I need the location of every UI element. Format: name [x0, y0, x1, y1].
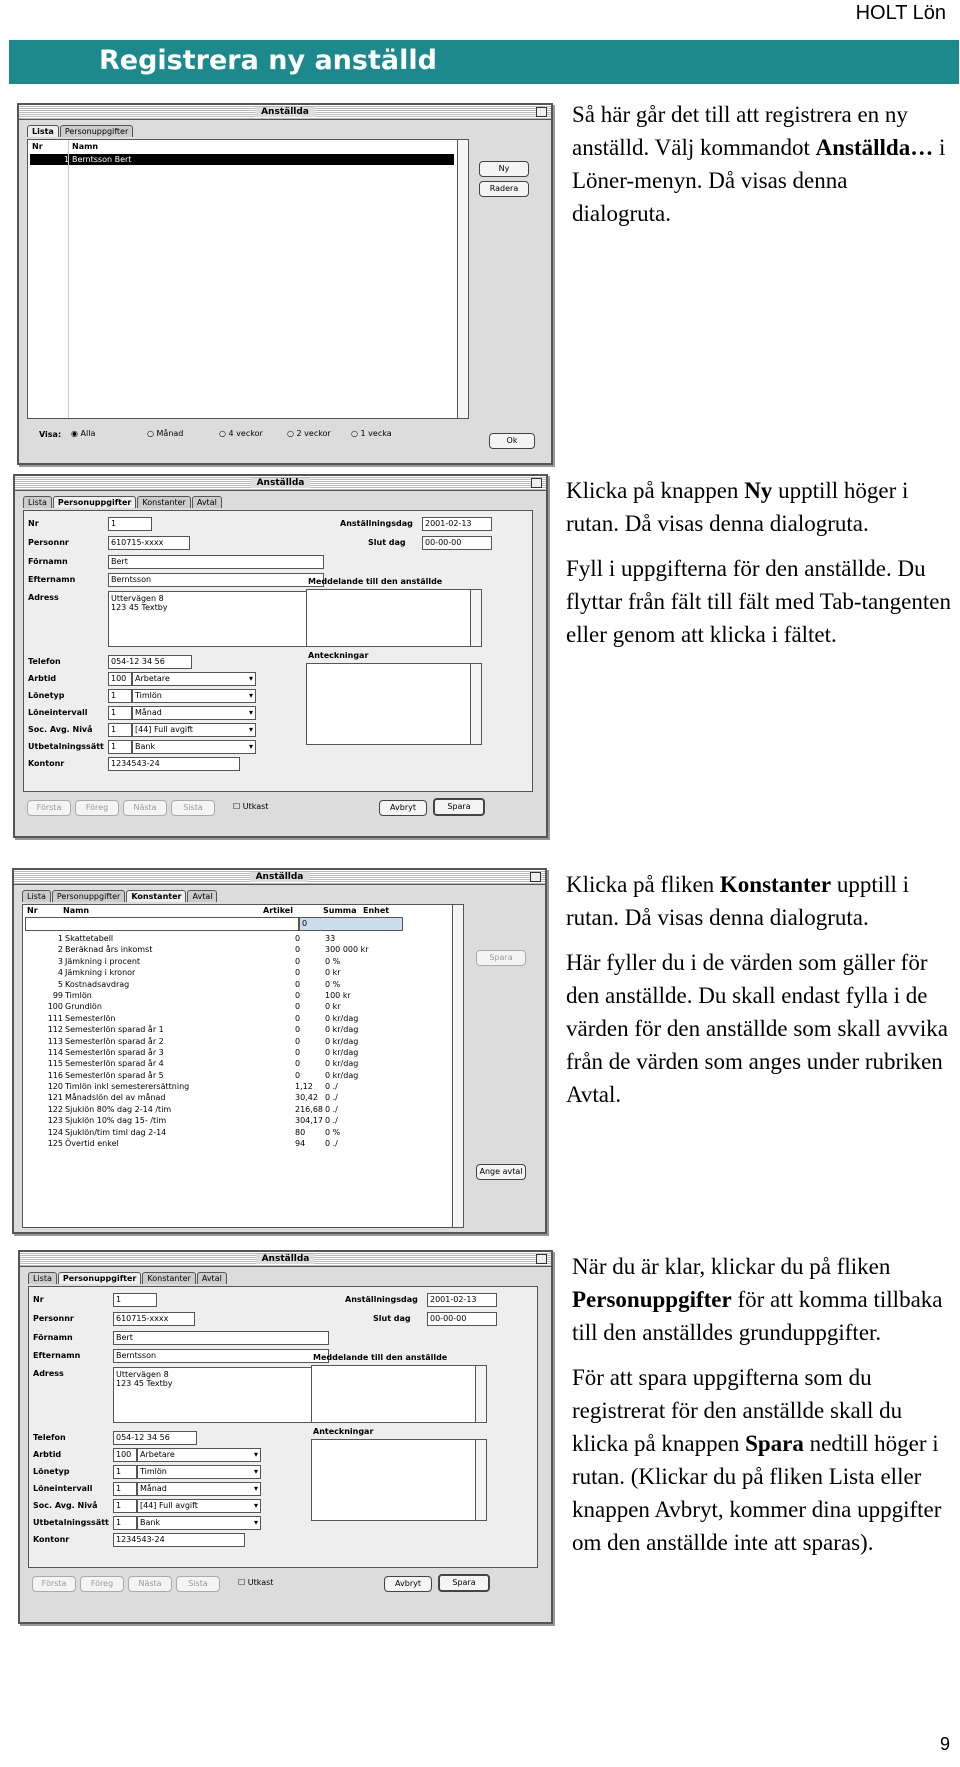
anteckningar-field[interactable]	[306, 663, 482, 745]
tab-lista[interactable]: Lista	[27, 125, 59, 137]
table-row[interactable]	[25, 1104, 449, 1115]
table-row[interactable]	[25, 956, 449, 967]
table-row[interactable]	[25, 1001, 449, 1012]
row-summa: 0 kr/dag	[325, 1047, 359, 1057]
col-name: Namn	[72, 142, 99, 151]
paragraph-2: Klicka på knappen Ny upptill höger i rutan. Då visas denna dialogruta. Fyll i uppgifterna för den anställde. Du flyttar från fält till fält med Tab-tangenten eller genom att klicka i fältet.	[566, 474, 956, 663]
tab-personuppgifter[interactable]: Personuppgifter	[60, 125, 133, 137]
lonetyp-code[interactable]: 1	[108, 689, 132, 703]
row-name: Semesterlön sparad år 5	[65, 1070, 164, 1080]
slut-dag-field[interactable]: 00-00-00	[427, 1312, 497, 1326]
ok-button[interactable]: Ok	[489, 433, 535, 449]
label-meddelande: Meddelande till den anställde	[313, 1353, 448, 1362]
row-nr: 99	[52, 990, 63, 1000]
table-row[interactable]	[25, 1058, 449, 1069]
row-name: Semesterlön sparad år 2	[65, 1036, 164, 1046]
anst-dag-field[interactable]: 2001-02-13	[427, 1293, 497, 1307]
row-artikel: 1,12	[295, 1082, 313, 1092]
first-button[interactable]: Första	[27, 800, 71, 816]
meddelande-field[interactable]	[311, 1365, 487, 1423]
row-artikel: 216,68	[295, 1104, 323, 1114]
label-slut-dag: Slut dag	[373, 1314, 411, 1323]
loneintervall-code[interactable]: 1	[113, 1482, 137, 1496]
personnr-field[interactable]: 610715-xxxx	[108, 536, 190, 550]
row-artikel: 0	[295, 1059, 301, 1069]
table-row[interactable]	[25, 1013, 449, 1024]
prev-button[interactable]: Föreg	[80, 1576, 124, 1592]
tab-avtal[interactable]: Avtal	[187, 890, 217, 902]
efternamn-field[interactable]: Berntsson	[113, 1349, 329, 1363]
filter-1-vecka[interactable]: ○ 1 vecka	[351, 429, 392, 438]
row-name: Semesterlön sparad år 3	[65, 1047, 164, 1057]
label-kontonr: Kontonr	[33, 1535, 70, 1544]
label-anst-dag: Anställningsdag	[340, 519, 413, 528]
row-summa: 0 kr	[325, 968, 341, 978]
tab-personuppgifter[interactable]: Personuppgifter	[52, 890, 125, 902]
paragraph-3: Fyll i uppgifterna för den anställde. Du flyttar från fält till fält med Tab-tangenten eller genom att klicka i fältet.	[566, 556, 951, 647]
label-slut-dag: Slut dag	[368, 538, 406, 547]
utbet-select[interactable]: Bank ▾	[137, 1516, 261, 1530]
table-row[interactable]	[25, 1127, 449, 1138]
row-nr: 116	[47, 1070, 63, 1080]
label-loneintervall: Löneintervall	[33, 1484, 93, 1493]
label-efternamn: Efternamn	[28, 575, 76, 584]
loneintervall-code[interactable]: 1	[108, 706, 132, 720]
row-nr: 120	[47, 1082, 63, 1092]
label-utbetalningssatt: Utbetalningssätt	[33, 1518, 109, 1527]
table-row[interactable]	[25, 1138, 449, 1149]
first-button[interactable]: Första	[32, 1576, 76, 1592]
soc-code[interactable]: 1	[113, 1499, 137, 1513]
table-row[interactable]	[25, 1047, 449, 1058]
row-artikel: 0	[295, 1047, 301, 1057]
dialog-konstanter	[12, 868, 547, 1234]
konstanter-panel	[22, 904, 464, 1228]
filter-alla[interactable]: ◉ Alla	[71, 429, 96, 438]
row-nr: 3	[57, 956, 63, 966]
row-name: Jämkning i kronor	[65, 968, 136, 978]
table-row[interactable]	[25, 1070, 449, 1081]
label-kontonr: Kontonr	[28, 759, 65, 768]
arbtid-code[interactable]: 100	[108, 672, 132, 686]
kontonr-field[interactable]: 1234543-24	[108, 757, 240, 771]
row-artikel: 304,17	[295, 1116, 323, 1126]
lonetyp-select[interactable]: Timlön ▾	[132, 689, 256, 703]
label-arbtid: Arbtid	[28, 674, 57, 683]
label-nr: Nr	[28, 519, 39, 528]
dialog-title: Anställda	[250, 872, 310, 882]
label-adress: Adress	[33, 1369, 64, 1378]
row-summa: 300 000 kr	[325, 945, 369, 955]
last-button[interactable]: Sista	[176, 1576, 220, 1592]
row-artikel: 30,42	[295, 1093, 318, 1103]
row-summa: 0 %	[325, 979, 341, 989]
cancel-button[interactable]: Avbryt	[379, 800, 427, 816]
header-brand: HOLT Lön	[855, 2, 946, 24]
dialog-title: Anställda	[255, 107, 315, 117]
tab-lista[interactable]: Lista	[23, 496, 52, 508]
fornamn-field[interactable]: Bert	[113, 1331, 329, 1345]
lonetyp-select[interactable]: Timlön ▾	[137, 1465, 261, 1479]
dialog-title: Anställda	[251, 478, 311, 488]
anteckningar-field[interactable]	[311, 1439, 487, 1521]
scrollbar[interactable]	[475, 1366, 486, 1422]
last-button[interactable]: Sista	[171, 800, 215, 816]
fornamn-field[interactable]: Bert	[108, 555, 324, 569]
filter-manad[interactable]: ○ Månad	[147, 429, 184, 438]
row-name: Semesterlön sparad år 4	[65, 1059, 164, 1069]
paragraph-1: Så här går det till att registrera en ny anställd. Välj kommandot Anställda… i Löner-menyn. Då visas denna dialogruta.	[572, 102, 946, 226]
next-button[interactable]: Nästa	[128, 1576, 172, 1592]
row-nr: 114	[47, 1047, 63, 1057]
draft-checkbox[interactable]: ☐ Utkast	[233, 802, 269, 811]
row-nr: 1	[57, 934, 63, 943]
nr-field[interactable]: 1	[108, 517, 152, 531]
row-summa: 0 %	[325, 956, 341, 966]
col-artikel: Artikel	[263, 906, 293, 915]
row-name: Berntsson Bert	[72, 155, 132, 164]
label-soc-avg: Soc. Avg. Nivå	[33, 1501, 98, 1510]
dialog-personuppgifter	[13, 474, 548, 838]
row-summa: 0 ./	[325, 1139, 338, 1149]
label-meddelande: Meddelande till den anställde	[308, 577, 443, 586]
save-button[interactable]: Spara	[476, 950, 526, 966]
title-bar	[9, 40, 959, 84]
arbtid-select[interactable]: Arbetare ▾	[132, 672, 256, 686]
row-artikel: 0	[295, 990, 301, 1000]
page-number: 9	[939, 1734, 950, 1754]
label-adress: Adress	[28, 593, 59, 602]
efternamn-field[interactable]: Berntsson	[108, 573, 324, 587]
label-anteckningar: Anteckningar	[313, 1427, 374, 1436]
adress-field[interactable]: Uttervägen 8 123 45 Textby	[113, 1367, 327, 1423]
avtal-button[interactable]: Ange avtal	[476, 1164, 526, 1180]
paragraph-6: När du är klar, klickar du på fliken Personuppgifter för att komma tillbaka till den anställdes grunduppgifter. För att spara uppgifterna som du registrerat för den anställde skall du klicka på knappen Spara nedtill höger i rutan. (Klickar du på fliken Lista eller knappen Avbryt, kommer dina uppgifter om den anställde inte att sparas).	[572, 1254, 943, 1555]
row-artikel: 0	[295, 1013, 301, 1023]
tab-konstanter[interactable]: Konstanter	[126, 890, 186, 902]
scrollbar[interactable]	[457, 140, 468, 418]
label-telefon: Telefon	[33, 1433, 66, 1442]
meddelande-field[interactable]	[306, 589, 482, 647]
row-name: Sjuklön 80% dag 2-14 /tim	[65, 1104, 172, 1114]
row-artikel: 0	[295, 956, 301, 966]
tab-lista[interactable]: Lista	[28, 1272, 57, 1284]
nr-field[interactable]: 1	[113, 1293, 157, 1307]
label-loneintervall: Löneintervall	[28, 708, 88, 717]
utbet-select[interactable]: Bank ▾	[132, 740, 256, 754]
telefon-field[interactable]: 054-12 34 56	[108, 655, 192, 669]
list-panel	[27, 139, 469, 419]
telefon-field[interactable]: 054-12 34 56	[113, 1431, 197, 1445]
konst-value-input[interactable]: 0	[299, 917, 403, 931]
lonetyp-code[interactable]: 1	[113, 1465, 137, 1479]
row-summa: 0 ./	[325, 1116, 338, 1126]
tab-personuppgifter[interactable]: Personuppgifter	[53, 496, 136, 508]
row-nr: 121	[47, 1093, 63, 1103]
row-artikel: 0	[295, 1070, 301, 1080]
row-name: Grundlön	[65, 1002, 102, 1012]
table-row[interactable]	[25, 967, 449, 978]
row-summa: 0 ./	[325, 1082, 338, 1092]
table-row[interactable]	[25, 990, 449, 1001]
label-nr: Nr	[33, 1295, 44, 1304]
scrollbar[interactable]	[470, 664, 481, 744]
paragraph-5: Här fyller du i de värden som gäller för den anställde. Du skall endast fylla i de värden för den anställde som skall avvika från de värden som anges under rubriken Avtal.	[566, 950, 948, 1107]
dialog-title: Anställda	[256, 1254, 316, 1264]
col-summa: Summa	[323, 906, 357, 915]
arbtid-select[interactable]: Arbetare ▾	[137, 1448, 261, 1462]
label-arbtid: Arbtid	[33, 1450, 62, 1459]
delete-button[interactable]: Radera	[479, 181, 529, 197]
page-title: Registrera ny anställd	[99, 45, 437, 76]
new-button[interactable]: Ny	[479, 161, 529, 177]
arbtid-code[interactable]: 100	[113, 1448, 137, 1462]
person-panel	[28, 1286, 538, 1568]
label-fornamn: Förnamn	[33, 1333, 73, 1342]
row-nr: 4	[57, 968, 63, 978]
row-artikel: 0	[295, 945, 301, 955]
table-row[interactable]	[25, 979, 449, 990]
col-nr: Nr	[32, 142, 43, 151]
tab-avtal[interactable]: Avtal	[197, 1272, 227, 1284]
table-row[interactable]	[25, 944, 449, 955]
row-name: Sjuklön 10% dag 15- /tim	[65, 1116, 167, 1126]
scrollbar[interactable]	[470, 590, 481, 646]
row-summa: 100 kr	[325, 990, 351, 1000]
save-button[interactable]: Spara	[433, 798, 485, 816]
label-fornamn: Förnamn	[28, 557, 68, 566]
utbet-code[interactable]: 1	[108, 740, 132, 754]
label-anst-dag: Anställningsdag	[345, 1295, 418, 1304]
row-nr: 111	[47, 1013, 63, 1023]
scrollbar[interactable]	[475, 1440, 486, 1520]
row-artikel: 80	[295, 1127, 306, 1137]
row-summa: 0 kr/dag	[325, 1025, 359, 1035]
utbet-code[interactable]: 1	[113, 1516, 137, 1530]
zoom-box-icon[interactable]	[536, 107, 547, 117]
row-name: Övertid enkel	[65, 1139, 119, 1149]
cancel-button[interactable]: Avbryt	[384, 1576, 432, 1592]
row-summa: 0 kr/dag	[325, 1070, 359, 1080]
label-personnr: Personnr	[33, 1314, 74, 1323]
row-name: Jämkning i procent	[65, 956, 141, 966]
row-summa: 0 kr/dag	[325, 1013, 359, 1023]
dialog-personuppgifter-2	[18, 1250, 553, 1624]
row-nr: 122	[47, 1104, 63, 1114]
row-name: Kostnadsavdrag	[65, 979, 130, 989]
paragraph-4: Klicka på fliken Konstanter upptill i rutan. Då visas denna dialogruta. Här fyller du i de värden som gäller för den anställde. Du skall endast fylla i de värden för den anställde som skall avvika från de värden som anges under rubriken Avtal.	[566, 868, 956, 1123]
row-summa: 33	[325, 934, 336, 943]
col-enhet: Enhet	[363, 906, 390, 915]
row-nr: 113	[47, 1036, 63, 1046]
label-soc-avg: Soc. Avg. Nivå	[28, 725, 93, 734]
person-panel	[23, 510, 533, 792]
table-row[interactable]	[25, 1115, 449, 1126]
col-name: Namn	[63, 906, 90, 915]
label-lonetyp: Lönetyp	[28, 691, 65, 700]
row-artikel: 0	[295, 1025, 301, 1035]
label-telefon: Telefon	[28, 657, 61, 666]
save-button[interactable]: Spara	[438, 1574, 490, 1592]
slut-dag-field[interactable]: 00-00-00	[422, 536, 492, 550]
row-nr: 124	[47, 1127, 63, 1137]
col-nr: Nr	[27, 906, 38, 915]
konst-name-field[interactable]	[25, 917, 299, 931]
soc-code[interactable]: 1	[108, 723, 132, 737]
table-row[interactable]	[25, 1081, 449, 1092]
filter-2-veckor[interactable]: ○ 2 veckor	[287, 429, 331, 438]
anst-dag-field[interactable]: 2001-02-13	[422, 517, 492, 531]
row-name: Månadslön del av månad	[65, 1093, 166, 1103]
scrollbar[interactable]	[452, 905, 463, 1227]
row-name: Beräknad års inkomst	[65, 945, 153, 955]
row-summa: 0 kr/dag	[325, 1036, 359, 1046]
prev-button[interactable]: Föreg	[75, 800, 119, 816]
kontonr-field[interactable]: 1234543-24	[113, 1533, 245, 1547]
soc-select[interactable]: [44] Full avgift ▾	[137, 1499, 261, 1513]
loneintervall-select[interactable]: Månad ▾	[137, 1482, 261, 1496]
tab-konstanter[interactable]: Konstanter	[137, 496, 190, 508]
row-summa: 0 kr	[325, 1002, 341, 1012]
row-name: Skattetabell	[65, 934, 114, 943]
row-summa: 0 kr/dag	[325, 1059, 359, 1069]
dialog-list	[17, 103, 553, 465]
row-artikel: 0	[295, 1036, 301, 1046]
row-nr: 5	[57, 979, 63, 989]
next-button[interactable]: Nästa	[123, 800, 167, 816]
row-name: Semesterlön	[65, 1013, 116, 1023]
row-summa: 0 ./	[325, 1104, 338, 1114]
row-artikel: 0	[295, 1002, 301, 1012]
tab-personuppgifter[interactable]: Personuppgifter	[58, 1272, 141, 1284]
row-nr: 1	[64, 155, 70, 164]
row-nr: 112	[47, 1025, 63, 1035]
row-nr: 115	[47, 1059, 63, 1069]
row-name: Timlön inkl semesterersättning	[65, 1082, 190, 1092]
tab-avtal[interactable]: Avtal	[192, 496, 222, 508]
row-summa: 0 ./	[325, 1093, 338, 1103]
loneintervall-select[interactable]: Månad ▾	[132, 706, 256, 720]
table-row[interactable]	[25, 933, 449, 944]
row-summa: 0 %	[325, 1127, 341, 1137]
label-anteckningar: Anteckningar	[308, 651, 369, 660]
row-nr: 123	[47, 1116, 63, 1126]
row-artikel: 0	[295, 968, 301, 978]
table-row[interactable]	[30, 154, 454, 165]
soc-select[interactable]: [44] Full avgift ▾	[132, 723, 256, 737]
row-name: Sjuklön/tim timl dag 2-14	[65, 1127, 167, 1137]
row-nr: 125	[47, 1139, 63, 1149]
tab-konstanter[interactable]: Konstanter	[142, 1272, 195, 1284]
draft-checkbox[interactable]: ☐ Utkast	[238, 1578, 274, 1587]
label-utbetalningssatt: Utbetalningssätt	[28, 742, 104, 751]
zoom-box-icon[interactable]	[530, 872, 541, 882]
row-artikel: 94	[295, 1139, 306, 1149]
personnr-field[interactable]: 610715-xxxx	[113, 1312, 195, 1326]
tab-lista[interactable]: Lista	[22, 890, 51, 902]
label-lonetyp: Lönetyp	[33, 1467, 70, 1476]
zoom-box-icon[interactable]	[531, 478, 542, 488]
row-name: Timlön	[65, 990, 92, 1000]
row-artikel: 0	[295, 934, 301, 943]
adress-field[interactable]: Uttervägen 8 123 45 Textby	[108, 591, 322, 647]
table-row[interactable]	[25, 1092, 449, 1103]
label-efternamn: Efternamn	[33, 1351, 81, 1360]
row-nr: 2	[57, 945, 63, 955]
table-row[interactable]	[25, 1024, 449, 1035]
row-artikel: 0	[295, 979, 301, 989]
row-name: Semesterlön sparad år 1	[65, 1025, 164, 1035]
table-row[interactable]	[25, 1036, 449, 1047]
filter-4-veckor[interactable]: ○ 4 veckor	[219, 429, 263, 438]
row-nr: 100	[47, 1002, 63, 1012]
label-personnr: Personnr	[28, 538, 69, 547]
zoom-box-icon[interactable]	[536, 1254, 547, 1264]
show-label: Visa:	[39, 430, 62, 439]
